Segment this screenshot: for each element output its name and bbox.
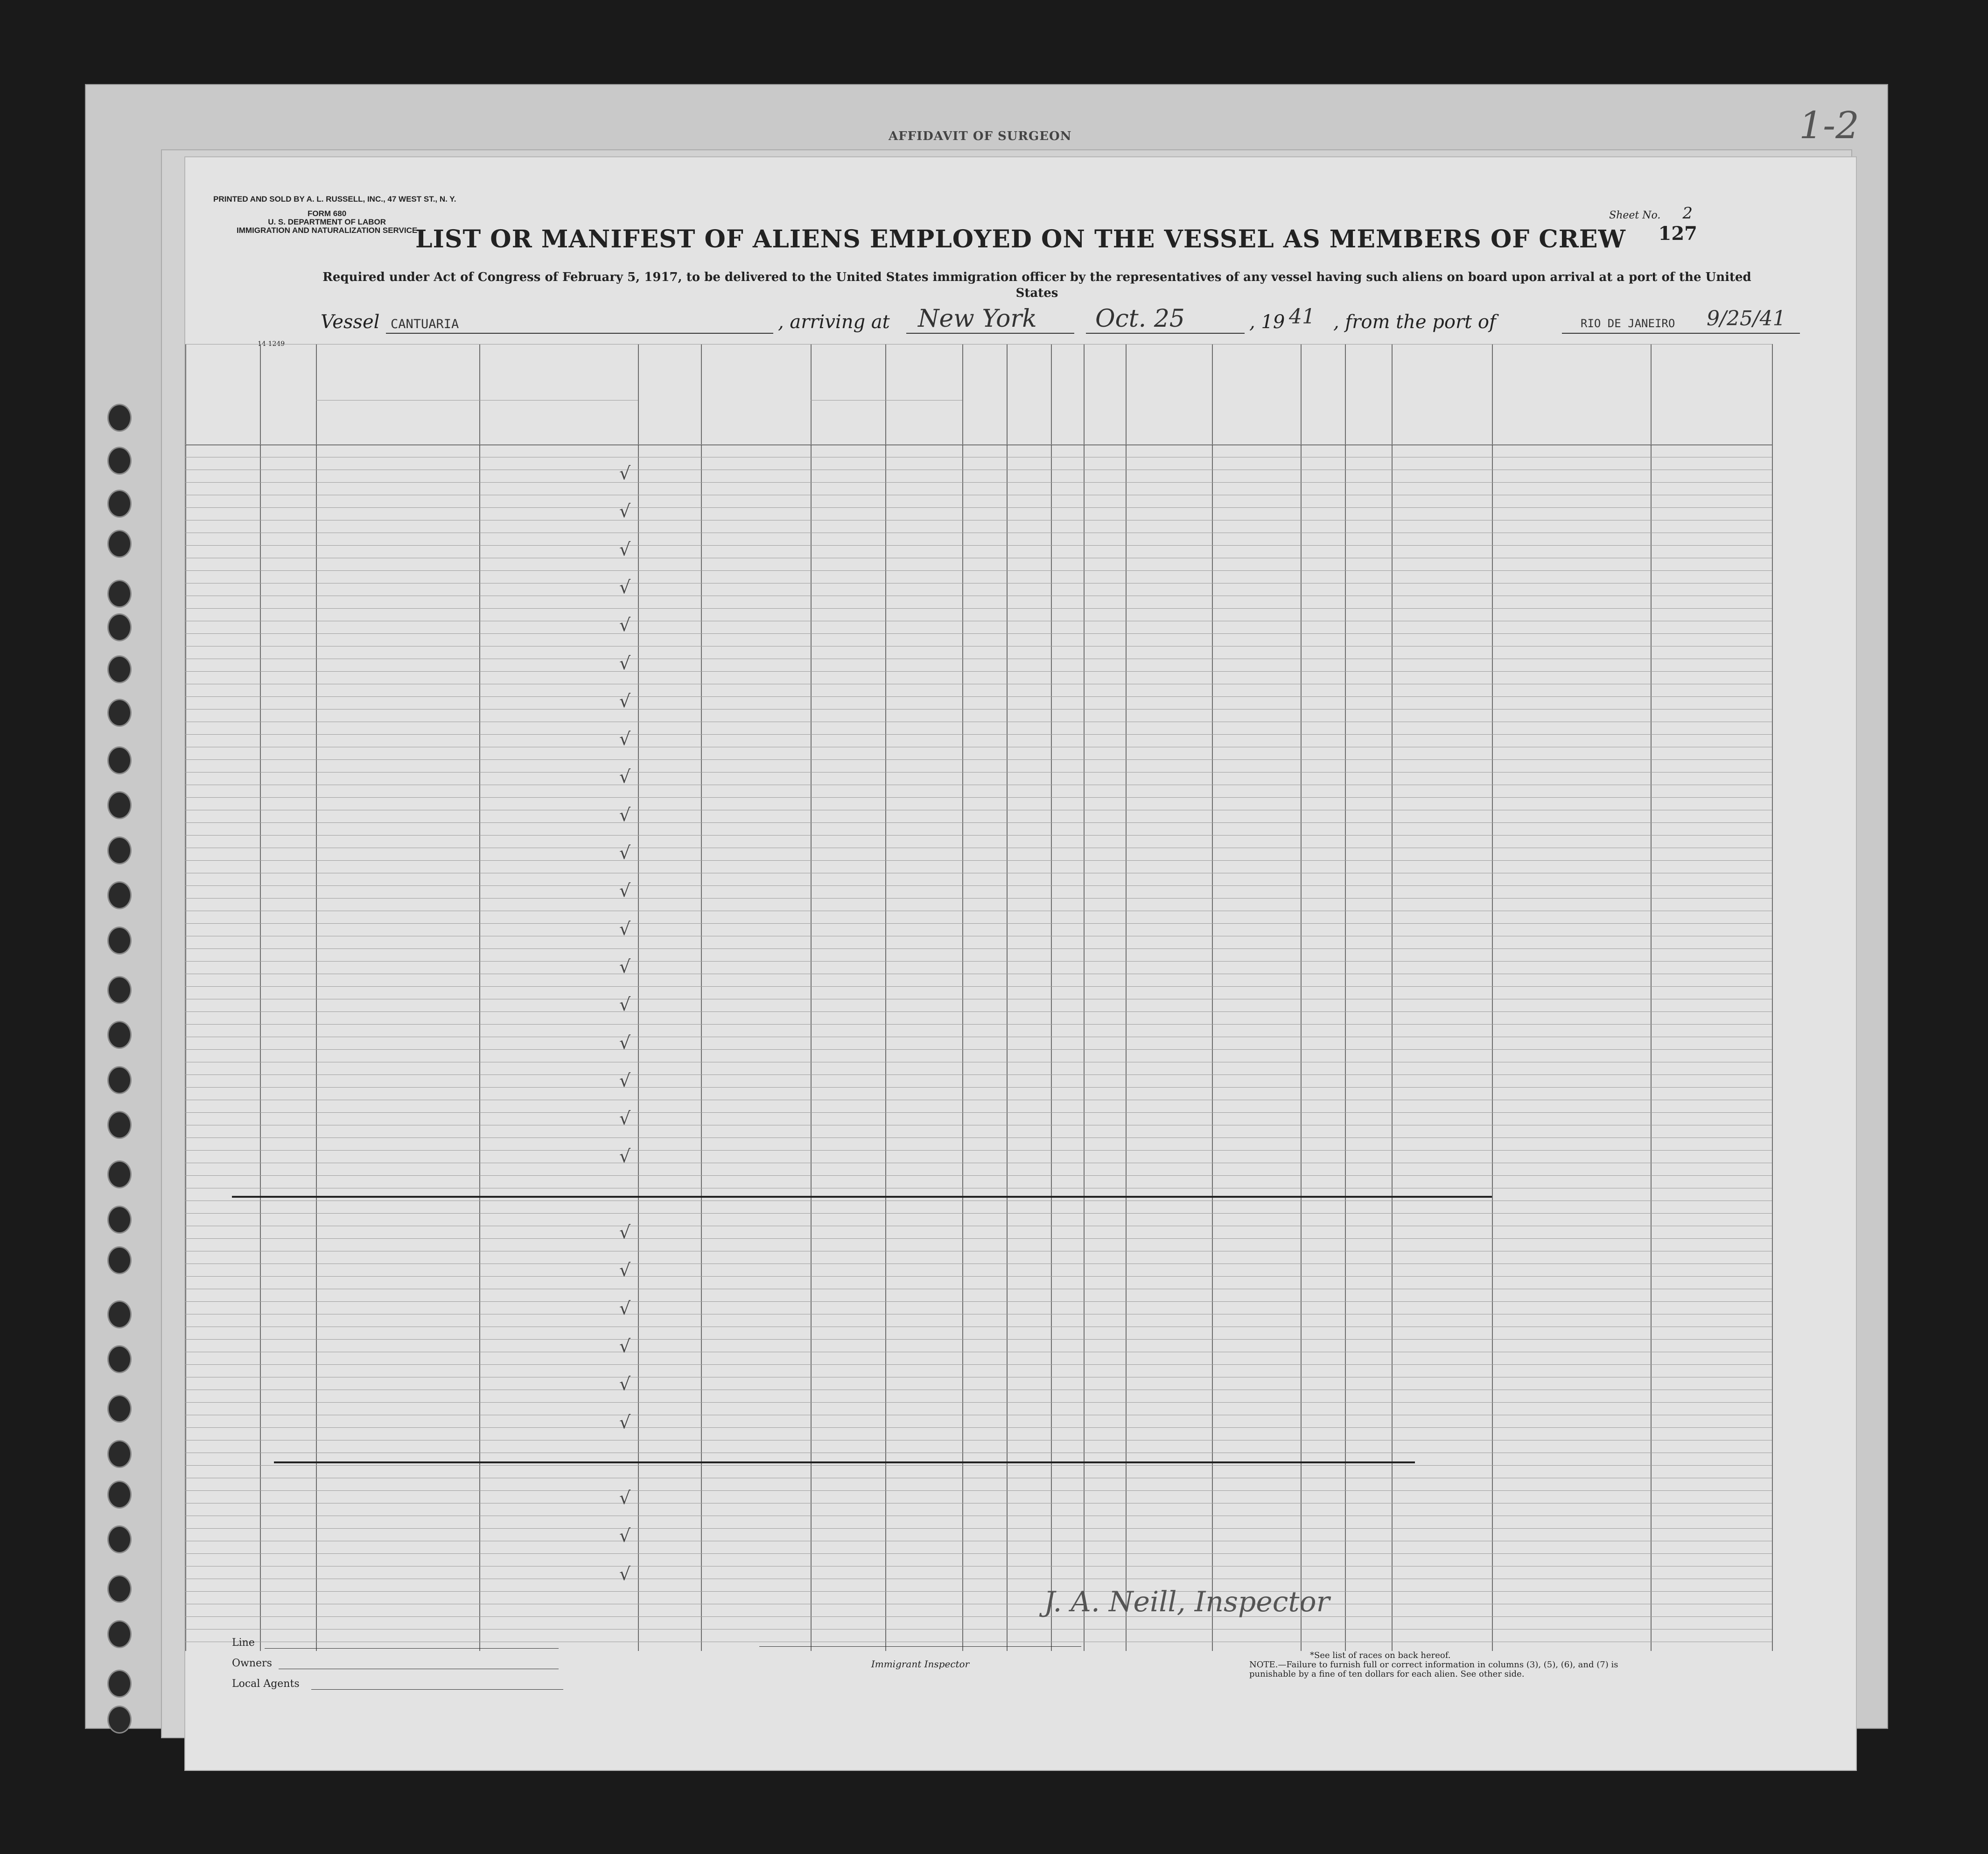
- punch-hole: [107, 613, 132, 641]
- check-mark: √: [619, 1146, 631, 1167]
- inspector-caption: Immigrant Inspector: [871, 1658, 970, 1670]
- strike-line: [274, 1461, 1415, 1463]
- punch-hole: [107, 791, 132, 819]
- arriving-port: New York: [918, 305, 1037, 333]
- check-mark: √: [619, 1108, 631, 1129]
- check-mark: √: [619, 501, 631, 522]
- punch-hole: [107, 1440, 132, 1468]
- footer-inspector: [759, 1646, 1086, 1684]
- check-mark: √: [619, 1563, 631, 1584]
- check-mark: √: [619, 1070, 631, 1091]
- check-mark: √: [619, 1488, 631, 1509]
- check-mark: √: [619, 1032, 631, 1053]
- ruling: [185, 1301, 1772, 1302]
- punch-hole: [107, 1160, 132, 1188]
- from-label: , from the port of: [1333, 311, 1496, 333]
- ruling: [185, 696, 1772, 697]
- punch-hole: [107, 1021, 132, 1049]
- punch-hole: [107, 881, 132, 909]
- column-rule: [1212, 344, 1213, 1651]
- punch-hole: [107, 530, 132, 558]
- year-prefix: , 19: [1249, 311, 1285, 333]
- check-mark: √: [619, 766, 631, 787]
- punch-hole: [107, 447, 132, 475]
- punch-hole: [107, 976, 132, 1004]
- column-rule: [316, 344, 317, 1651]
- ruling: [185, 759, 1772, 760]
- ruling: [185, 1024, 1772, 1025]
- vessel-name: CANTUARIA: [391, 317, 459, 331]
- check-mark: √: [619, 1298, 631, 1319]
- punch-hole: [107, 1111, 132, 1139]
- vessel-label: Vessel: [321, 311, 380, 333]
- punch-hole: [107, 746, 132, 774]
- ruling: [185, 1238, 1772, 1239]
- page-title: LIST OR MANIFEST OF ALIENS EMPLOYED ON THE VESSEL AS MEMBERS OF CREW: [415, 225, 1626, 253]
- department-name: U. S. DEPARTMENT OF LABOR: [268, 218, 386, 226]
- ruling: [185, 822, 1772, 823]
- form-number: FORM 680: [308, 209, 347, 218]
- punch-hole: [107, 580, 132, 608]
- check-mark: √: [619, 994, 631, 1015]
- ruling: [185, 1049, 1772, 1050]
- year-suffix: 41: [1289, 305, 1315, 329]
- ruling: [185, 545, 1772, 546]
- ruling: [185, 482, 1772, 483]
- punch-hole: [107, 1481, 132, 1509]
- ruling: [185, 1175, 1772, 1176]
- check-mark: √: [619, 576, 631, 597]
- ruling: [185, 1465, 1772, 1466]
- check-mark: √: [619, 880, 631, 901]
- ruling: [185, 885, 1772, 886]
- page-subtitle: Required under Act of Congress of February 5, 1917, to be delivered to the United States immigration officer by the representatives of any vessel having such aliens on board upon arrival at a port of the United States: [322, 270, 1751, 300]
- column-rule: [962, 344, 963, 1651]
- column-rule: [811, 344, 812, 1651]
- crew-table: [185, 344, 1781, 1651]
- ruling: [185, 671, 1772, 672]
- ruling: [185, 986, 1772, 987]
- check-mark: √: [619, 918, 631, 939]
- ruling: [185, 1591, 1772, 1592]
- corner-mark: 1-2: [1799, 104, 1859, 147]
- form-code: 14-1249: [258, 340, 285, 348]
- ruling: [185, 1213, 1772, 1214]
- punch-hole: [107, 1300, 132, 1328]
- ruling: [185, 1427, 1772, 1428]
- check-mark: √: [619, 729, 631, 750]
- check-mark: √: [619, 1412, 631, 1433]
- ruling: [185, 1074, 1772, 1075]
- arriving-date: Oct. 25: [1095, 305, 1185, 333]
- footer-left: [232, 1637, 652, 1698]
- punch-hole: [107, 1395, 132, 1423]
- check-mark: √: [619, 539, 631, 560]
- check-mark: √: [619, 1525, 631, 1546]
- column-rule: [1345, 344, 1346, 1651]
- punch-hole: [107, 836, 132, 864]
- check-mark: √: [619, 804, 631, 825]
- ruling: [185, 608, 1772, 609]
- ruling: [185, 633, 1772, 634]
- ruling: [185, 1150, 1772, 1151]
- column-rule: [885, 344, 886, 1651]
- check-mark: √: [619, 956, 631, 977]
- ruling: [185, 1528, 1772, 1529]
- column-rule: [1772, 344, 1773, 1651]
- punch-hole: [107, 655, 132, 683]
- sheet-number: [1609, 204, 1693, 223]
- manifest-page: [184, 156, 1857, 1771]
- footer-note: [1249, 1651, 1646, 1679]
- punch-hole: [107, 1066, 132, 1094]
- check-mark: √: [619, 615, 631, 636]
- column-rule: [1492, 344, 1493, 1651]
- ruling: [185, 923, 1772, 924]
- inspector-signature: J. A. Neill, Inspector: [1044, 1586, 1330, 1618]
- strike-line: [232, 1196, 1492, 1198]
- ruling: [185, 1087, 1772, 1088]
- punch-hole: [107, 927, 132, 955]
- vessel-line: [321, 305, 1814, 335]
- ruling: [185, 948, 1772, 949]
- check-mark: √: [619, 653, 631, 674]
- service-name: IMMIGRATION AND NATURALIZATION SERVICE: [237, 226, 418, 235]
- column-rule: [638, 344, 639, 1651]
- ruling: [185, 797, 1772, 798]
- column-rule: [1084, 344, 1085, 1651]
- ruling: [185, 1490, 1772, 1491]
- ruling: [185, 444, 1772, 445]
- sheet-value: 2: [1682, 204, 1693, 223]
- page-number: 127: [1658, 223, 1697, 245]
- column-rule: [701, 344, 702, 1651]
- column-rule: [1051, 344, 1052, 1651]
- ruling: [185, 860, 1772, 861]
- check-mark: √: [619, 690, 631, 711]
- punch-hole: [107, 1206, 132, 1234]
- column-rule: [1126, 344, 1127, 1651]
- column-rule: [1301, 344, 1302, 1651]
- punch-hole: [107, 1670, 132, 1698]
- punch-hole: [107, 699, 132, 727]
- affidavit-heading: AFFIDAVIT OF SURGEON: [889, 129, 1072, 143]
- check-mark: √: [619, 1222, 631, 1243]
- check-mark: √: [619, 463, 631, 484]
- owners-label: Owners: [232, 1657, 272, 1669]
- punch-hole: [107, 1706, 132, 1734]
- check-mark: √: [619, 843, 631, 863]
- ruling: [185, 1616, 1772, 1617]
- punch-hole: [107, 1620, 132, 1648]
- ruling: [185, 1011, 1772, 1012]
- agents-label: Local Agents: [232, 1678, 300, 1690]
- punch-hole: [107, 404, 132, 432]
- column-rule: [479, 344, 480, 1651]
- ruling: [185, 898, 1772, 899]
- column-rule: [1651, 344, 1652, 1651]
- check-mark: √: [619, 1260, 631, 1281]
- sheet-label: Sheet No.: [1609, 210, 1661, 221]
- printer-credit: PRINTED AND SOLD BY A. L. RUSSELL, INC., 47 WEST ST., N. Y.: [213, 195, 456, 204]
- ruling: [185, 1402, 1772, 1403]
- punch-hole: [107, 1246, 132, 1274]
- column-rule: [1392, 344, 1393, 1651]
- ruling: [185, 1553, 1772, 1554]
- ruling: [185, 961, 1772, 962]
- column-rule: [1007, 344, 1008, 1651]
- see-races-note: *See list of races on back hereof.: [1310, 1650, 1451, 1660]
- punch-hole: [107, 1525, 132, 1553]
- ruling: [185, 835, 1772, 836]
- ruling: [185, 734, 1772, 735]
- arriving-label: , arriving at: [778, 311, 890, 333]
- column-rule: [260, 344, 261, 1651]
- ruling: [185, 1112, 1772, 1113]
- check-mark: √: [619, 1335, 631, 1356]
- ruling: [185, 1364, 1772, 1365]
- column-rule: [185, 344, 186, 1651]
- ruling: [185, 507, 1772, 508]
- punch-hole: [107, 490, 132, 518]
- from-date: 9/25/41: [1707, 307, 1786, 330]
- from-port: RIO DE JANEIRO: [1581, 317, 1675, 330]
- punch-hole: [107, 1345, 132, 1373]
- ruling: [185, 570, 1772, 571]
- check-mark: √: [619, 1374, 631, 1395]
- penalty-note: NOTE.—Failure to furnish full or correct information in columns (3), (5), (6), and (7) is punishable by a fine of ten dollars for each alien. See other side.: [1249, 1660, 1618, 1679]
- line-label: Line: [232, 1637, 255, 1649]
- ruling: [185, 1276, 1772, 1277]
- punch-hole: [107, 1575, 132, 1603]
- ruling: [185, 1339, 1772, 1340]
